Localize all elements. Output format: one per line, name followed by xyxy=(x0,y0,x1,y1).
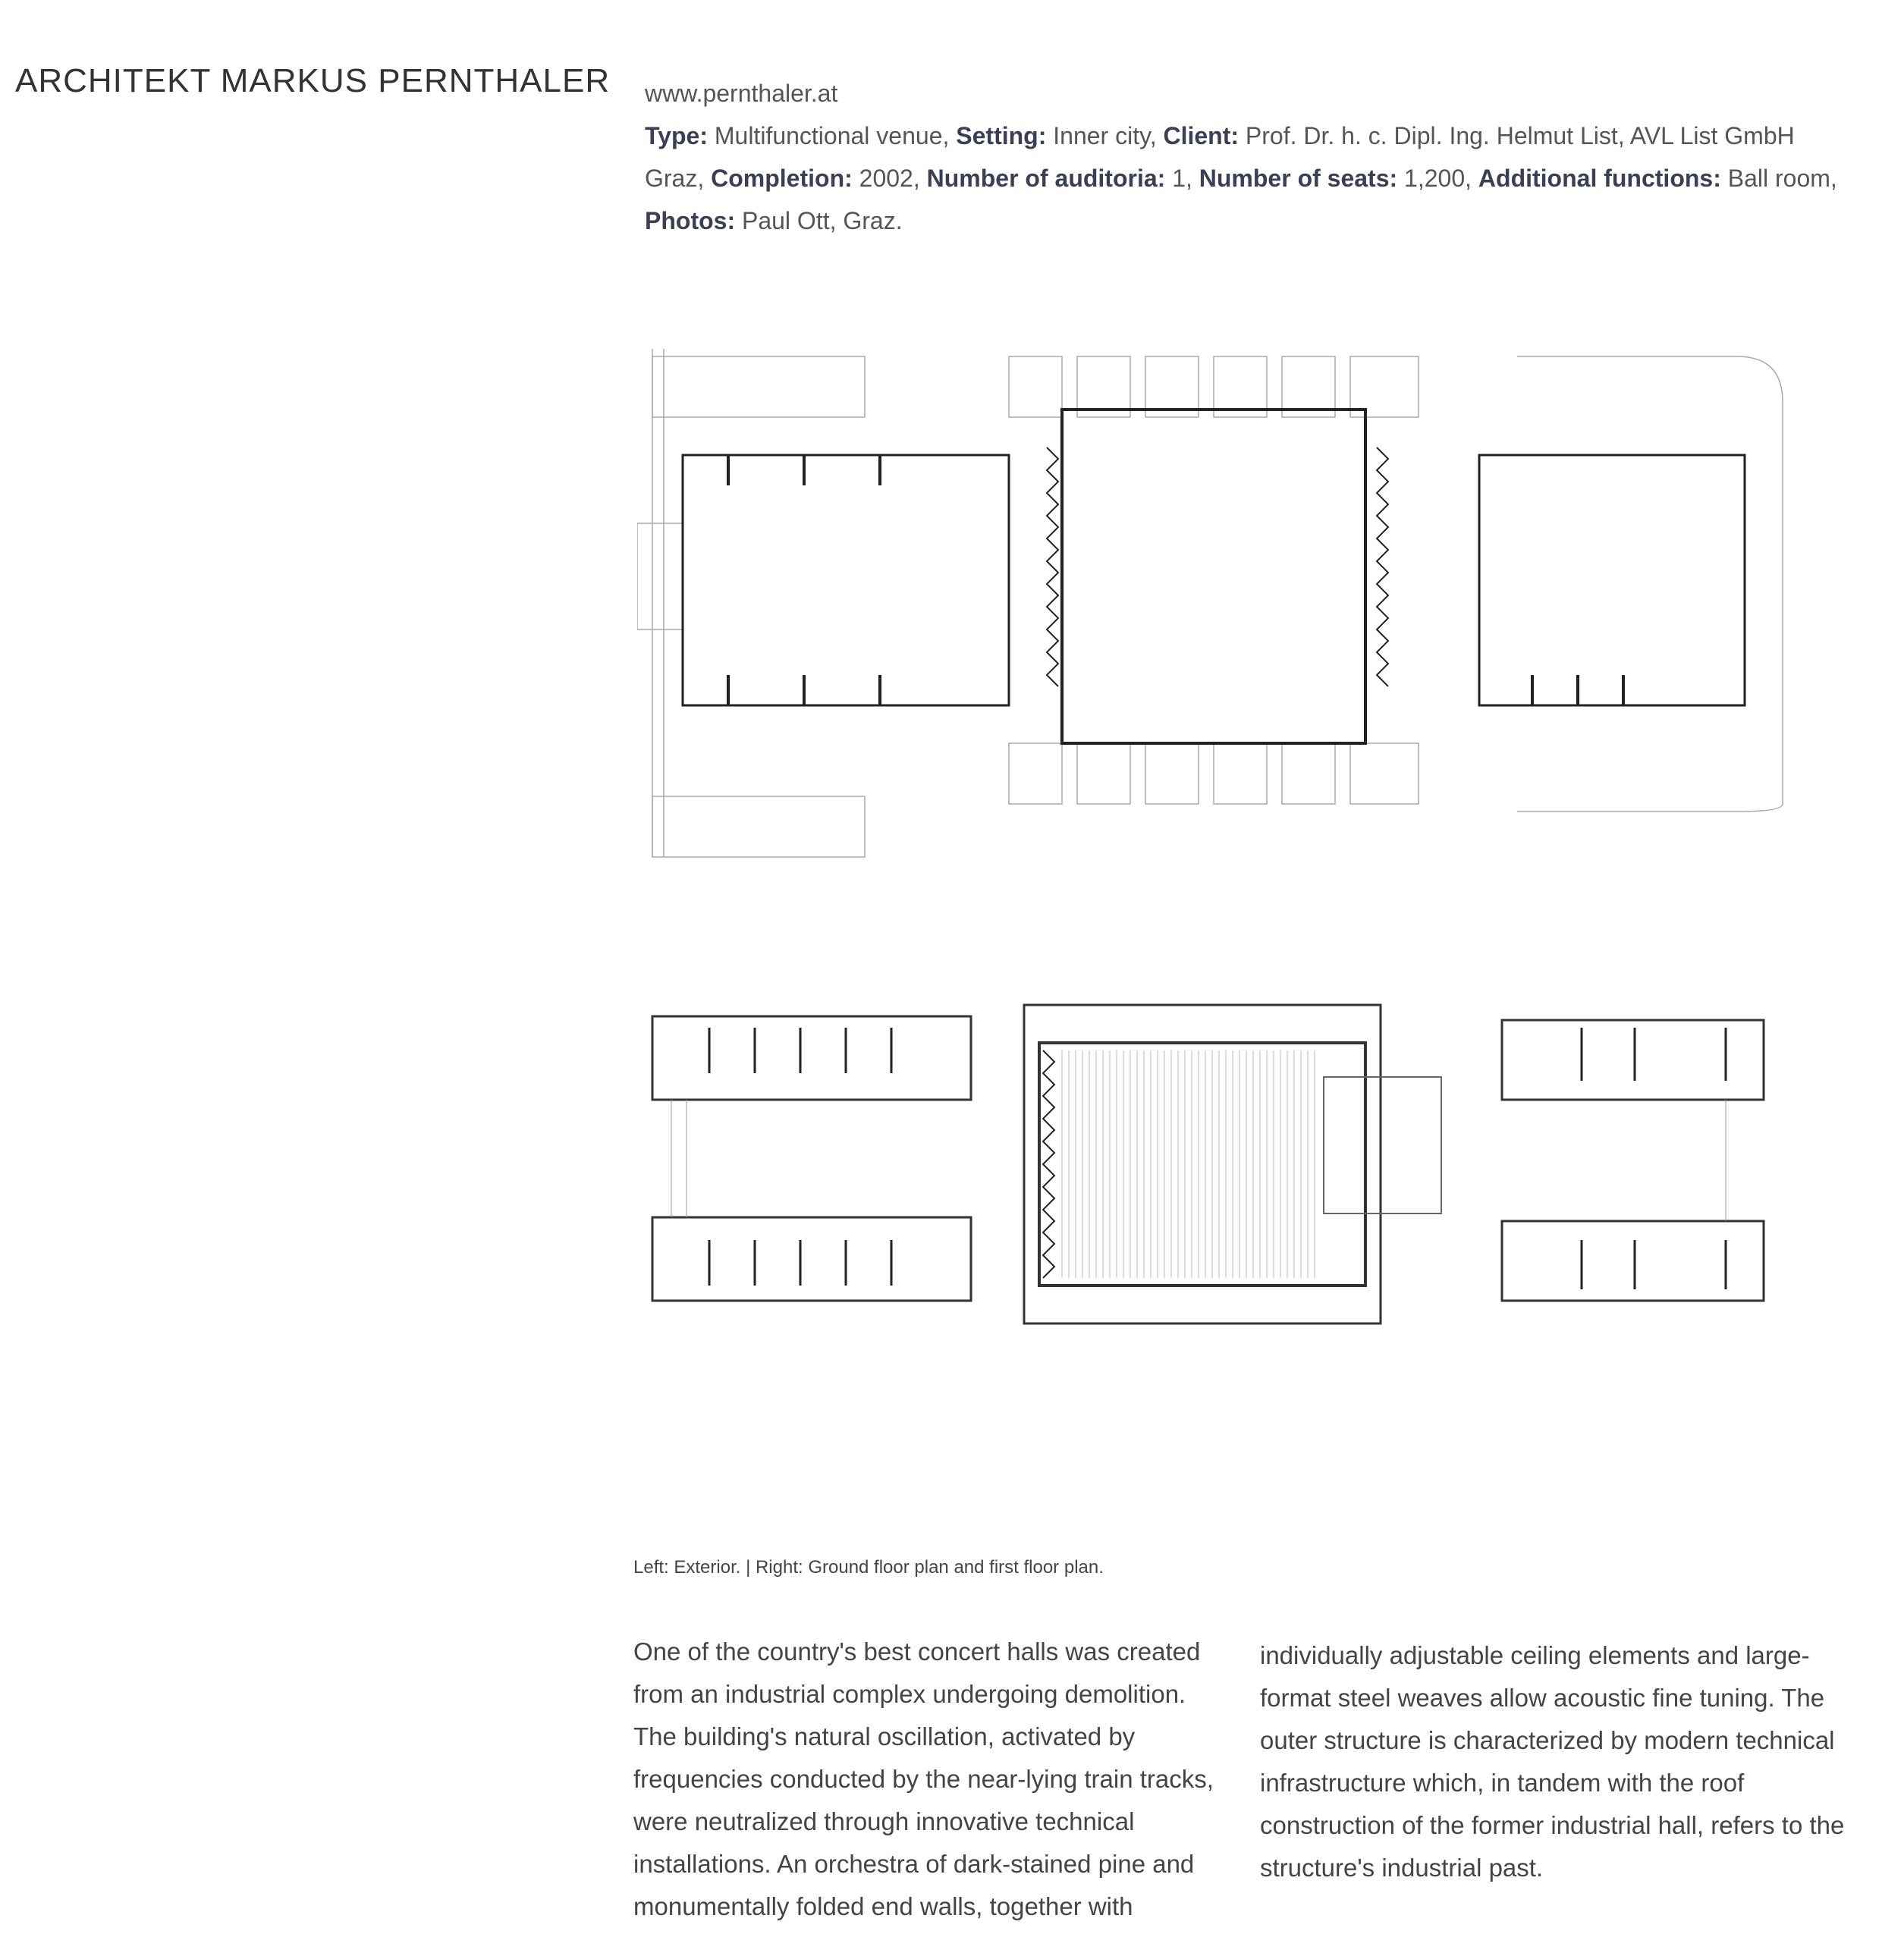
client-value: Prof. Dr. h. c. Dipl. Ing. Helmut List, AVL List GmbH Graz, xyxy=(645,122,1795,192)
auditoria-label: Number of auditoria: xyxy=(926,165,1166,192)
first-floor-plan xyxy=(649,997,1771,1331)
seats-label: Number of seats: xyxy=(1199,165,1398,192)
body-column-2: individually adjustable ceiling elements and large-format steel weaves allow acoustic fine tuning. The outer structure is characterized by modern technical infrastructure which, in tandem with the roof construction of the former industrial hall, refers to the structure's industrial past. xyxy=(1260,1641,1845,1882)
body-column-1: One of the country's best concert halls was created from an industrial complex undergoing demolition. The building's natural oscillation, activated by frequencies conducted by the near-lying train tracks, were neutralized through innovative technical installations. An orchestra of dark-stained pine and monumentally folded end walls, together with xyxy=(633,1637,1214,1920)
project-details xyxy=(645,115,1858,242)
photos-value: Paul Ott, Graz. xyxy=(735,207,903,234)
completion-value: 2002, xyxy=(852,165,927,192)
type-value: Multifunctional venue, xyxy=(707,122,957,149)
completion-label: Completion: xyxy=(711,165,853,192)
auditoria-value: 1, xyxy=(1165,165,1199,192)
setting-value: Inner city, xyxy=(1046,122,1164,149)
website-link[interactable]: www.pernthaler.at xyxy=(645,80,838,107)
functions-value: Ball room, xyxy=(1720,165,1837,192)
project-info xyxy=(645,72,1858,242)
photos-label: Photos: xyxy=(645,207,736,234)
client-label: Client: xyxy=(1163,122,1239,149)
functions-label: Additional functions: xyxy=(1478,165,1721,192)
type-label: Type: xyxy=(645,122,708,149)
architect-name: ARCHITEKT MARKUS PERNTHALER xyxy=(15,62,611,99)
figure-caption: Left: Exterior. | Right: Ground floor plan and first floor plan. xyxy=(633,1557,1104,1578)
ground-floor-plan xyxy=(637,349,1798,865)
setting-label: Setting: xyxy=(956,122,1047,149)
seats-value: 1,200, xyxy=(1397,165,1478,192)
